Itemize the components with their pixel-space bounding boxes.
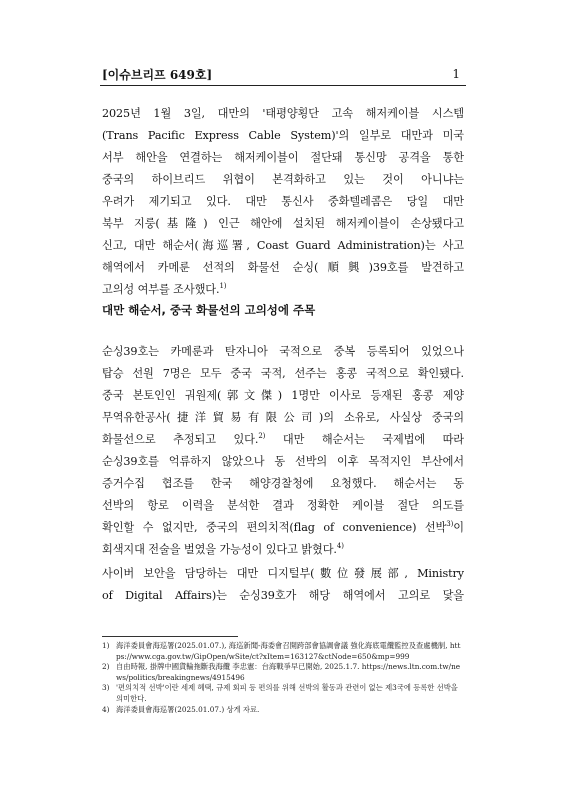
text-line [102, 429, 464, 451]
text-line: 순싱39호를 억류하지 않았으나 동 선박의 이후 목적지인 부산에서 [102, 455, 464, 468]
text-line: 사이버 보안을 담당하는 대만 디지털부(數位發展部, Ministry [102, 567, 464, 580]
text-segment: 화물선으로 추정되고 있다. [102, 433, 259, 446]
footnote-item [102, 662, 464, 683]
text-line: 북부 지룽(基隆) 인근 해안에 설치된 해저케이블이 손상됐다고 [102, 217, 464, 230]
footnote-item [102, 705, 464, 716]
footnote-number: 3) [102, 683, 110, 693]
text-segment: 회색지대 전술을 벌였을 가능성이 있다고 밝혔다. [102, 543, 337, 556]
footnote-ref[interactable]: 3) [446, 520, 454, 528]
text-line: 탑승 선원 7명은 모두 중국 국적, 선주는 홍콩 국적으로 확인됐다. [102, 367, 464, 380]
text-line: 중국의 하이브리드 위협이 본격화하고 있는 것이 아니냐는 [102, 173, 464, 186]
paragraph-ship-details [102, 341, 464, 561]
text-line [102, 517, 464, 539]
footnote-text: 海洋委員會海巡署(2025.01.07.), 海巡新聞-海委會召開跨部會協調會議 強化海底電纜監控及查處機制, https://www.cga.gov.tw/GipOpen/wSite/ct?xItem=163127&ctNode=650&mp=999 [116, 641, 461, 661]
text-segment: 확인할 수 없지만, 중국의 편의치적(flag of convenience) 선박 [102, 521, 447, 534]
issue-brief-title: [이슈브리프 649호] [102, 68, 213, 82]
page-header [100, 64, 466, 86]
text-line: 무역유한공사(捷洋貿易有限公司)의 소유로, 사실상 중국의 [102, 411, 464, 424]
text-line: 중국 본토인인 궈원제(郭文傑) 1명만 이사로 등재된 홍콩 제양 [102, 389, 464, 402]
text-line: 순싱39호는 카메룬과 탄자니아 국적으로 중복 등록되어 있었으나 [102, 345, 464, 358]
footnote-ref[interactable]: 1) [219, 282, 227, 290]
footnote-ref[interactable]: 2) [258, 432, 266, 440]
text-line [102, 279, 464, 301]
text-line: 서부 해안을 연결하는 해저케이블이 절단돼 통신망 공격을 통한 [102, 151, 464, 164]
text-line: 우려가 제기되고 있다. 대만 통신사 중화텔레콤은 당일 대만 [102, 195, 464, 208]
text-segment: 고의성 여부를 조사했다. [102, 283, 220, 296]
text-line: (Trans Pacific Express Cable System)'의 일부로 대만과 미국 [102, 129, 464, 142]
footnote-item [102, 683, 464, 704]
footnote-item [102, 641, 464, 662]
footnote-ref[interactable]: 4) [336, 542, 344, 550]
text-line: of Digital Affairs)는 순싱39호가 해당 해역에서 고의로 닻을 [102, 589, 464, 602]
footnote-divider [102, 636, 238, 637]
footnote-text: 海洋委員會海巡署(2025.01.07.) 상게 자료. [116, 704, 260, 714]
text-segment: 이 [453, 521, 464, 534]
text-line: 신고, 대만 해순서(海巡署, Coast Guard Administration)는 사고 [102, 239, 464, 252]
text-line: 해역에서 카메룬 선적의 화물선 순싱(順興)39호를 발견하고 [102, 261, 464, 274]
footnote-text: '편의치적 선박'이란 세제 혜택, 규제 회피 등 편의를 위해 선박의 활동과 관련이 없는 제3국에 등록한 선박을 의미한다. [116, 683, 458, 703]
text-line [102, 539, 464, 561]
page-number: 1 [452, 67, 460, 81]
footnote-text: 自由時報, 掛牌中國貨輪拖斷我海纜 李忠憲：台海戰爭早已開始, 2025.1.7. https://news.ltn.com.tw/news/politics/breakingnews/4915496 [116, 662, 461, 682]
footnote-number: 4) [102, 704, 110, 714]
text-line: 2025년 1월 3일, 대만의 '태평양횡단 고속 해저케이블 시스템 [102, 107, 464, 120]
footnote-number: 2) [102, 662, 110, 672]
footnotes [102, 641, 464, 715]
text-segment: 대만 해순서는 국제법에 따라 [265, 433, 464, 446]
paragraph-digital-ministry [102, 563, 464, 607]
footnote-number: 1) [102, 641, 110, 650]
paragraph-intro [102, 103, 464, 301]
text-line: 선박의 항로 이력을 분석한 결과 정확한 케이블 절단 의도를 [102, 499, 464, 512]
text-line: 증거수집 협조를 한국 해양경찰청에 요청했다. 해순서는 동 [102, 477, 464, 490]
section-heading: 대만 해순서, 중국 화물선의 고의성에 주목 [102, 303, 316, 317]
